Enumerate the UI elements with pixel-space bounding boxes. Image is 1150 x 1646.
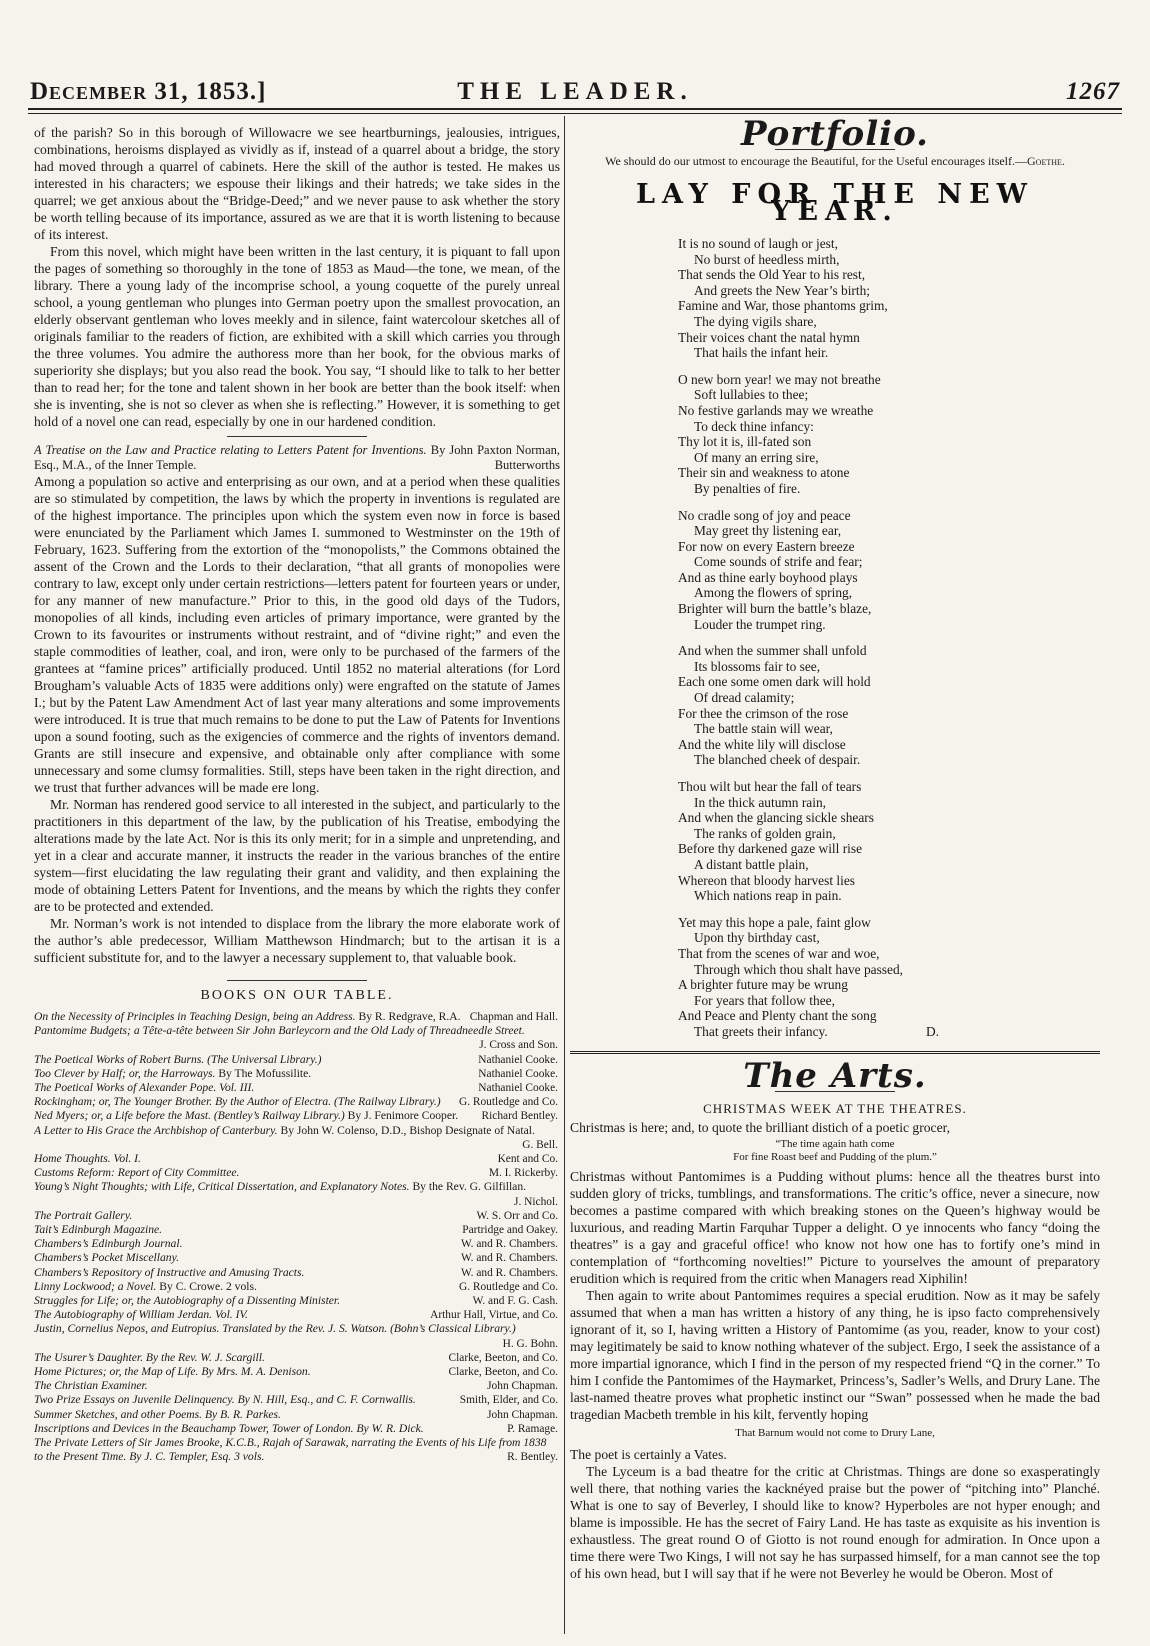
poem-line: Which nations reap in pain. — [694, 888, 842, 904]
poem-line: That greets their infancy. D. — [694, 1023, 940, 1039]
section-divider — [227, 980, 367, 981]
poem-line: Thy lot it is, ill-fated son — [678, 434, 812, 450]
book-entry — [34, 1166, 560, 1180]
book-title: Customs Reform: Report of City Committee. — [34, 1166, 240, 1180]
poem-line: The battle stain will wear, — [694, 721, 833, 737]
book-entry — [34, 1124, 560, 1152]
book-entry — [34, 1422, 560, 1436]
masthead-rule-thin — [28, 113, 1122, 114]
book-publisher: P. Ramage. — [507, 1422, 558, 1435]
book-publisher: M. I. Rickerby. — [488, 1167, 558, 1180]
book-title: The Autobiography of William Jerdan. Vol. IV. — [34, 1308, 248, 1322]
motto-author: Goethe. — [1027, 154, 1065, 168]
book-publisher: J. Nichol. — [514, 1195, 558, 1208]
book-entry — [34, 1024, 560, 1052]
poem-line: Thou wilt but hear the fall of tears — [678, 779, 862, 794]
book-entry — [34, 1152, 560, 1166]
poem-line: For years that follow thee, — [694, 992, 835, 1008]
book-entry — [34, 1379, 560, 1393]
book-title: Young’s Night Thoughts; with Life, Critical Dissertation, and Explanatory Notes. — [34, 1180, 410, 1194]
book-entry — [34, 1308, 560, 1322]
poem-line: That sends the Old Year to his rest, — [678, 267, 866, 283]
book-entry — [34, 1351, 560, 1365]
novel-review — [34, 124, 560, 430]
book-publisher: Nathaniel Cooke. — [478, 1082, 558, 1095]
book-title: Pantomime Budgets; a Tête-a-tête between Sir John Barleycorn and the Old Lady of Threadneedle Street. — [34, 1024, 525, 1038]
book-publisher: H. G. Bohn. — [502, 1337, 558, 1350]
book-title: Inscriptions and Devices in the Beauchamp Tower, Tower of London. By W. R. Dick. — [34, 1421, 424, 1435]
book-publisher: John Chapman. — [487, 1380, 558, 1393]
poem-line: Before thy darkened gaze will rise — [678, 841, 863, 857]
poem-line: Come sounds of strife and fear; — [694, 554, 863, 570]
book-publisher: Nathaniel Cooke. — [478, 1053, 558, 1066]
poem-line: And Peace and Plenty chant the song — [678, 1008, 877, 1024]
book-title: Chambers’s Pocket Miscellany. — [34, 1251, 179, 1265]
poem-line: That hails the infant heir. — [694, 345, 829, 361]
book-title: The Usurer’s Daughter. By the Rev. W. J. Scargill. — [34, 1350, 265, 1364]
column-divider — [564, 116, 565, 1634]
book-publisher: G. Routledge and Co. — [458, 1280, 558, 1293]
book-title: The Private Letters of Sir James Brooke, K.C.B., Rajah of Sarawak, narrating the Events of his Life from 1838 to the Present Time. By J. C. Templer, Esq. 3 vols. — [34, 1436, 547, 1464]
poem — [678, 236, 1100, 1040]
poem-line: And when the summer shall unfold — [678, 643, 867, 659]
book-entry — [34, 1322, 560, 1350]
book-entry — [34, 1251, 560, 1265]
poem-stanza — [678, 643, 1100, 768]
book-publisher: W. and F. G. Cash. — [472, 1295, 558, 1308]
poem-line: Of many an erring sire, — [694, 449, 819, 465]
masthead-rule-thick — [28, 108, 1122, 110]
book-entry — [34, 1393, 560, 1407]
motto-text: We should do our utmost to encourage the Beautiful, for the Useful encourages itself.— — [605, 154, 1028, 168]
book-title: Linny Lockwood; a Novel. — [34, 1279, 157, 1293]
book-entry — [34, 1365, 560, 1379]
book-list — [34, 1010, 560, 1465]
book-title: Home Pictures; or, the Map of Life. By Mrs. M. A. Denison. — [34, 1365, 311, 1379]
book-title: Two Prize Essays on Juvenile Delinquency. By N. Hill, Esq., and C. F. Cornwallis. — [34, 1393, 416, 1407]
arts-paragraph: The poet is certainly a Vates. — [570, 1446, 727, 1462]
book-publisher: Kent and Co. — [497, 1153, 558, 1166]
book-entry — [34, 1294, 560, 1308]
poem-line: Soft lullabies to thee; — [694, 387, 809, 403]
poem-line: It is no sound of laugh or jest, — [678, 236, 838, 251]
poem-line: Each one some omen dark will hold — [678, 674, 871, 690]
poem-stanza — [678, 508, 1100, 633]
book-title: Too Clever by Half; or, the Harroways. — [34, 1066, 216, 1080]
book-publisher: Partridge and Oakey. — [462, 1224, 558, 1237]
arts-subheading: CHRISTMAS WEEK AT THE THEATRES. — [703, 1100, 967, 1116]
book-publisher: G. Bell. — [522, 1138, 558, 1151]
book-publisher: G. Routledge and Co. — [458, 1096, 558, 1109]
poem-line: In the thick autumn rain, — [694, 794, 827, 810]
poem-stanza — [678, 372, 1100, 497]
book-entry — [34, 1081, 560, 1095]
book-entry — [34, 1237, 560, 1251]
book-entry — [34, 1280, 560, 1294]
arts-intro: Christmas is here; and, to quote the brilliant distich of a poetic grocer, — [570, 1119, 950, 1135]
poem-line: That from the scenes of war and woe, — [678, 945, 880, 961]
book-author: By the Rev. G. Gilfillan. — [412, 1180, 527, 1194]
book-publisher: John Chapman. — [487, 1408, 558, 1421]
poem-line: O new born year! we may not breathe — [678, 371, 881, 387]
poem-line: Famine and War, those phantoms grim, — [678, 298, 888, 314]
treatise-paragraph: Among a population so active and enterprising as our own, and at a period when these qualities are so stimulated by competition, the laws by which the property in inventions is regulated are of the highest importance. The principles upon which the system even now in force is based were enunciated by the Parliament which James I. summoned to Westminster on the 19th of February, 1623. Suffering from the extortion of the “monopolists,” the Commons obtained the assent of the Crown and the Lords to their declaration, “that all grants of monopolies were contrary to law, except only under certain restrictions—letters patent for fourteen years or under, for any manner of new manufacture.” Prior to this, in the good old days of the Tudors, monopolies of all kinds, including even articles of primary importance, were granted by the Crown to its favourites or instruments without restraint, and of “divine right;” and even the staple commodities of leather, coal, and iron, were only to be purchased of the farmers of the grantees at “famine prices” artificially produced. Until 1852 no material alterations (for Lord Brougham’s valuable Acts of 1835 were additions only) were engrafted on the statute of James I.; but by the Patent Law Amendment Act of last year many alterations and some improvements were introduced. It is true that much remains to be done to put the Law of Patents for Inventions upon a sound footing, such as the exigencies of commerce and the rights of inventors demand. Grants are still insecure and expensive, and obtainable only after compliance with some unnecessary and some clumsy formalities. Still, steps have been taken in the right direction, and we trust that further advances will be made ere long. — [34, 474, 560, 795]
poem-line: A distant battle plain, — [694, 856, 809, 872]
book-publisher: Clarke, Beeton, and Co. — [448, 1366, 558, 1379]
poem-line: Louder the trumpet ring. — [694, 616, 826, 632]
treatise-review — [34, 443, 560, 966]
book-title: Home Thoughts. Vol. I. — [34, 1152, 141, 1166]
poem-line: May greet thy listening ear, — [694, 523, 842, 539]
book-entry — [34, 1095, 560, 1109]
poem-stanza — [678, 236, 1100, 361]
poem-line: Upon thy birthday cast, — [694, 930, 820, 946]
books-heading: BOOKS ON OUR TABLE. — [200, 988, 394, 1003]
poem-line: Whereon that bloody harvest lies — [678, 872, 856, 888]
book-publisher: Smith, Elder, and Co. — [459, 1394, 558, 1407]
book-title: Rockingham; or, The Younger Brother. By the Author of Electra. (The Railway Library.) — [34, 1095, 441, 1109]
book-title: Struggles for Life; or, the Autobiography of a Dissenting Minister. — [34, 1294, 341, 1308]
distich — [570, 1138, 1100, 1164]
arts-heading: The Arts. — [743, 1055, 927, 1096]
book-title: Tait’s Edinburgh Magazine. — [34, 1223, 163, 1237]
book-publisher: R. Bentley. — [507, 1451, 558, 1464]
book-author: By C. Crowe. 2 vols. — [159, 1279, 257, 1293]
poem-line: Their sin and weakness to atone — [678, 465, 850, 481]
book-publisher: W. and R. Chambers. — [460, 1266, 558, 1279]
poem-title: LAY FOR THE NEW YEAR. — [636, 179, 1034, 227]
book-entry — [34, 1053, 560, 1067]
book-publisher: Richard Bentley. — [481, 1110, 558, 1123]
book-title: Ned Myers; or, a Life before the Mast. (Bentley’s Railway Library.) — [34, 1109, 345, 1123]
portfolio-heading: Portfolio. — [740, 118, 929, 154]
poem-line: To deck thine infancy: — [694, 418, 814, 434]
motto — [570, 154, 1100, 168]
poem-line: By penalties of fire. — [694, 480, 801, 496]
book-author: By J. Fenimore Cooper. — [347, 1109, 459, 1123]
masthead — [30, 78, 1120, 106]
poem-line: Through which thou shalt have passed, — [694, 961, 903, 977]
poem-line: No cradle song of joy and peace — [678, 507, 851, 523]
book-entry — [34, 1408, 560, 1422]
poem-line: And the white lily will disclose — [678, 736, 846, 752]
poem-line: For now on every Eastern breeze — [678, 538, 855, 554]
barnum-quote: That Barnum would not come to Drury Lane, — [735, 1426, 935, 1439]
treatise-paragraph: Mr. Norman’s work is not intended to displace from the library the more elaborate work of the author’s able predecessor, William Matthewson Hindmarch; but to the artisan it is a sufficient substitute for, and to the lawyer a necessary supplement to, that valuable book. — [34, 916, 560, 965]
book-publisher: W. and R. Chambers. — [460, 1252, 558, 1265]
book-title: The Christian Examiner. — [34, 1379, 148, 1393]
newspaper-title: THE LEADER. — [457, 78, 693, 105]
book-publisher: W. S. Orr and Co. — [476, 1209, 558, 1222]
book-entry — [34, 1067, 560, 1081]
poem-line: The dying vigils share, — [694, 313, 817, 329]
poem-line: The blanched cheek of despair. — [694, 752, 861, 768]
section-double-rule — [570, 1051, 1100, 1054]
poem-line: The ranks of golden grain, — [694, 825, 836, 841]
poem-signature: D. — [926, 1023, 940, 1039]
right-column — [570, 118, 1100, 1634]
book-entry — [34, 1180, 560, 1208]
poem-stanza — [678, 779, 1100, 904]
distich-line: “The time again hath come — [775, 1137, 895, 1150]
book-title: The Portrait Gallery. — [34, 1208, 133, 1222]
arts-paragraph: The Lyceum is a bad theatre for the critic at Christmas. Things are done so exasperatingly well there, that nothing varies the kacknéyed praise but the power of “pitching into” Planché. What is one to say of Beverley, I should like to know? Hyperboles are not hyper enough; and blame is impossible. He has the secret of Fairy Land. He has taste as exquisite as his invention is exhaustless. The great round O of Giotto is not round enough for admiration. In Once upon a time there were Two Kings, I will not say he has surpassed himself, for a man cannot see the top of his own head, but I will say that if he were not Beverley he would be Oberon. Most of — [570, 1463, 1100, 1581]
book-entry — [34, 1010, 560, 1024]
book-title: Chambers’s Repository of Instructive and Amusing Tracts. — [34, 1265, 305, 1279]
poem-line: And when the glancing sickle shears — [678, 810, 874, 826]
review-paragraph: of the parish? So in this borough of Willowacre we see heartburnings, jealousies, intrigues, combinations, heroisms displayed as vividly as if, instead of a quarrel about a bridge, the story had moved through a quarrel of cabinets. Here the skill of the author is tested. He makes us interested in his characters; we espouse their likings and their hatreds; we take sides in the quarrel; we get anxious about the “Bridge-Deed;” and we never pause to ask whether the story be worth telling because of its importance, assured as we are that it is worth listening to because of its interest. — [34, 125, 560, 242]
issue-date: December 31, 1853.] — [30, 78, 267, 105]
book-publisher: Nathaniel Cooke. — [478, 1067, 558, 1080]
book-title: Justin, Cornelius Nepos, and Eutropius. Translated by the Rev. J. S. Watson. (Bohn’s Classical Library.) — [34, 1322, 516, 1336]
section-divider — [227, 436, 367, 437]
page-number: 1267 — [1066, 78, 1120, 105]
book-title: The Poetical Works of Alexander Pope. Vol. III. — [34, 1081, 255, 1095]
poem-stanza — [678, 915, 1100, 1040]
book-publisher: Chapman and Hall. — [469, 1011, 558, 1023]
distich-line: For fine Roast beef and Pudding of the plum.” — [733, 1150, 937, 1163]
treatise-title: A Treatise on the Law and Practice relating to Letters Patent for Inventions. — [34, 443, 427, 457]
book-entry — [34, 1266, 560, 1280]
poem-line: Its blossoms fair to see, — [694, 658, 821, 674]
treatise-publisher: Butterworths — [494, 458, 560, 472]
poem-line: Their voices chant the natal hymn — [678, 329, 860, 345]
poem-line: And greets the New Year’s birth; — [694, 282, 871, 298]
book-entry — [34, 1436, 560, 1464]
review-paragraph: From this novel, which might have been written in the last century, it is piquant to fall upon the pages of something so thoroughly in the tone of 1853 as Maud—the tone, we mean, of the library. There a young lady of the incomprise school, a young coquette of the purely unreal school, a young gentleman who plunges into German poetry upon the smallest provocation, an elderly observant gentleman who loves meekly and in silence, faint watercolour sketches all of originals familiar to the readers of fiction, are exhibited with a skill which carries you through the three volumes. You admire the authoress more than her book, for the obvious marks of superiority she displays; but you also read the book. You say, “I should like to talk to her better than to read her; for the tone and talent shown in her book are better than the book itself: when she is inventing, she is not so clever as when she is reflecting.” However, it is something to get hold of a novel one can read, especially by one in our hardened condition. — [34, 244, 560, 429]
poem-line: Of dread calamity; — [694, 690, 795, 706]
book-publisher: Clarke, Beeton, and Co. — [448, 1351, 558, 1364]
book-title: The Poetical Works of Robert Burns. (The Universal Library.) — [34, 1052, 322, 1066]
book-author: By The Mofussilite. — [218, 1066, 312, 1080]
book-author: By John W. Colenso, D.D., Bishop Designate of Natal. — [280, 1123, 535, 1137]
poem-line: Brighter will burn the battle’s blaze, — [678, 601, 872, 617]
poem-line: And as thine early boyhood plays — [678, 569, 858, 585]
treatise-byline: By John Paxton Norman, Esq., M.A., of the Inner Temple. — [34, 443, 560, 472]
book-publisher: J. Cross and Son. — [479, 1039, 558, 1052]
book-title: Summer Sketches, and other Poems. By B. R. Parkes. — [34, 1407, 281, 1421]
book-entry — [34, 1109, 560, 1123]
book-publisher: Arthur Hall, Virtue, and Co. — [430, 1309, 558, 1322]
poem-line: Among the flowers of spring, — [694, 585, 853, 601]
treatise-heading — [34, 443, 560, 473]
poem-line: Yet may this hope a pale, faint glow — [678, 914, 871, 930]
book-title: On the Necessity of Principles in Teaching Design, being an Address. — [34, 1010, 356, 1023]
treatise-paragraph: Mr. Norman has rendered good service to all interested in the subject, and particularly to the practitioners in this department of the law, by the publication of his Treatise, embodying the alterations made by the late Act. Nor is this its only merit; for in a simple and unpretending, and yet in a clear and accurate manner, it instructs the reader in the various branches of the entire system—first elucidating the law regulating their grant and validity, and then explaining the mode of obtaining Letters Patent for Inventions, and the means by which the rights they confer are to be protected and extended. — [34, 797, 560, 914]
book-publisher: W. and R. Chambers. — [460, 1238, 558, 1251]
book-author: By R. Redgrave, R.A. — [358, 1010, 461, 1023]
poem-line: No festive garlands may we wreathe — [678, 402, 874, 418]
arts-paragraph: Christmas without Pantomimes is a Pudding without plums: hence all the theatres burst into sudden glory of tricks, tumblings, and transformations. The critic’s office, never a sinecure, now becomes a pastime compared with which breaking stones on the Queen’s highway would be luxurious, and reading Martin Farquhar Tupper a delight. O ye innocents who fancy “doing the theatres” is a gay and graceful office! who know not how one has to fortify one’s mind in contemplation of “forthcoming novelties!” Picture to yourselves the amount of preparatory erudition which is required from the critic when Managers read Xiphilin! — [570, 1168, 1100, 1286]
arts-paragraph: Then again to write about Pantomimes requires a special erudition. Now as it may be safely assumed that when a man has written a history of any thing, he is ipso facto comprehensively ignorant of it, so I, having written a History of Pantomime (as you, reader, know to your cost) may legitimately be said to know nothing whatever of the subject. Ergo, I seek the assistance of a more impartial ignorance, which I find in the person of my respected friend “Q in the corner.” To him I confide the Pantomimes of the Haymarket, Princess’s, Sadler’s Wells, and Drury Lane. The last-named theatre proves what prophetic instinct our “Swan” possessed when he made the bad tragedian Macbeth tremble in his kilt, fervently hoping — [570, 1287, 1100, 1422]
left-column — [34, 124, 560, 1634]
poem-line: A brighter future may be wrung — [678, 977, 848, 993]
book-entry — [34, 1223, 560, 1237]
poem-line: For thee the crimson of the rose — [678, 705, 849, 721]
book-title: Chambers’s Edinburgh Journal. — [34, 1237, 183, 1251]
book-entry — [34, 1209, 560, 1223]
book-title: A Letter to His Grace the Archbishop of Canterbury. — [34, 1123, 278, 1137]
poem-line: No burst of heedless mirth, — [694, 251, 840, 267]
